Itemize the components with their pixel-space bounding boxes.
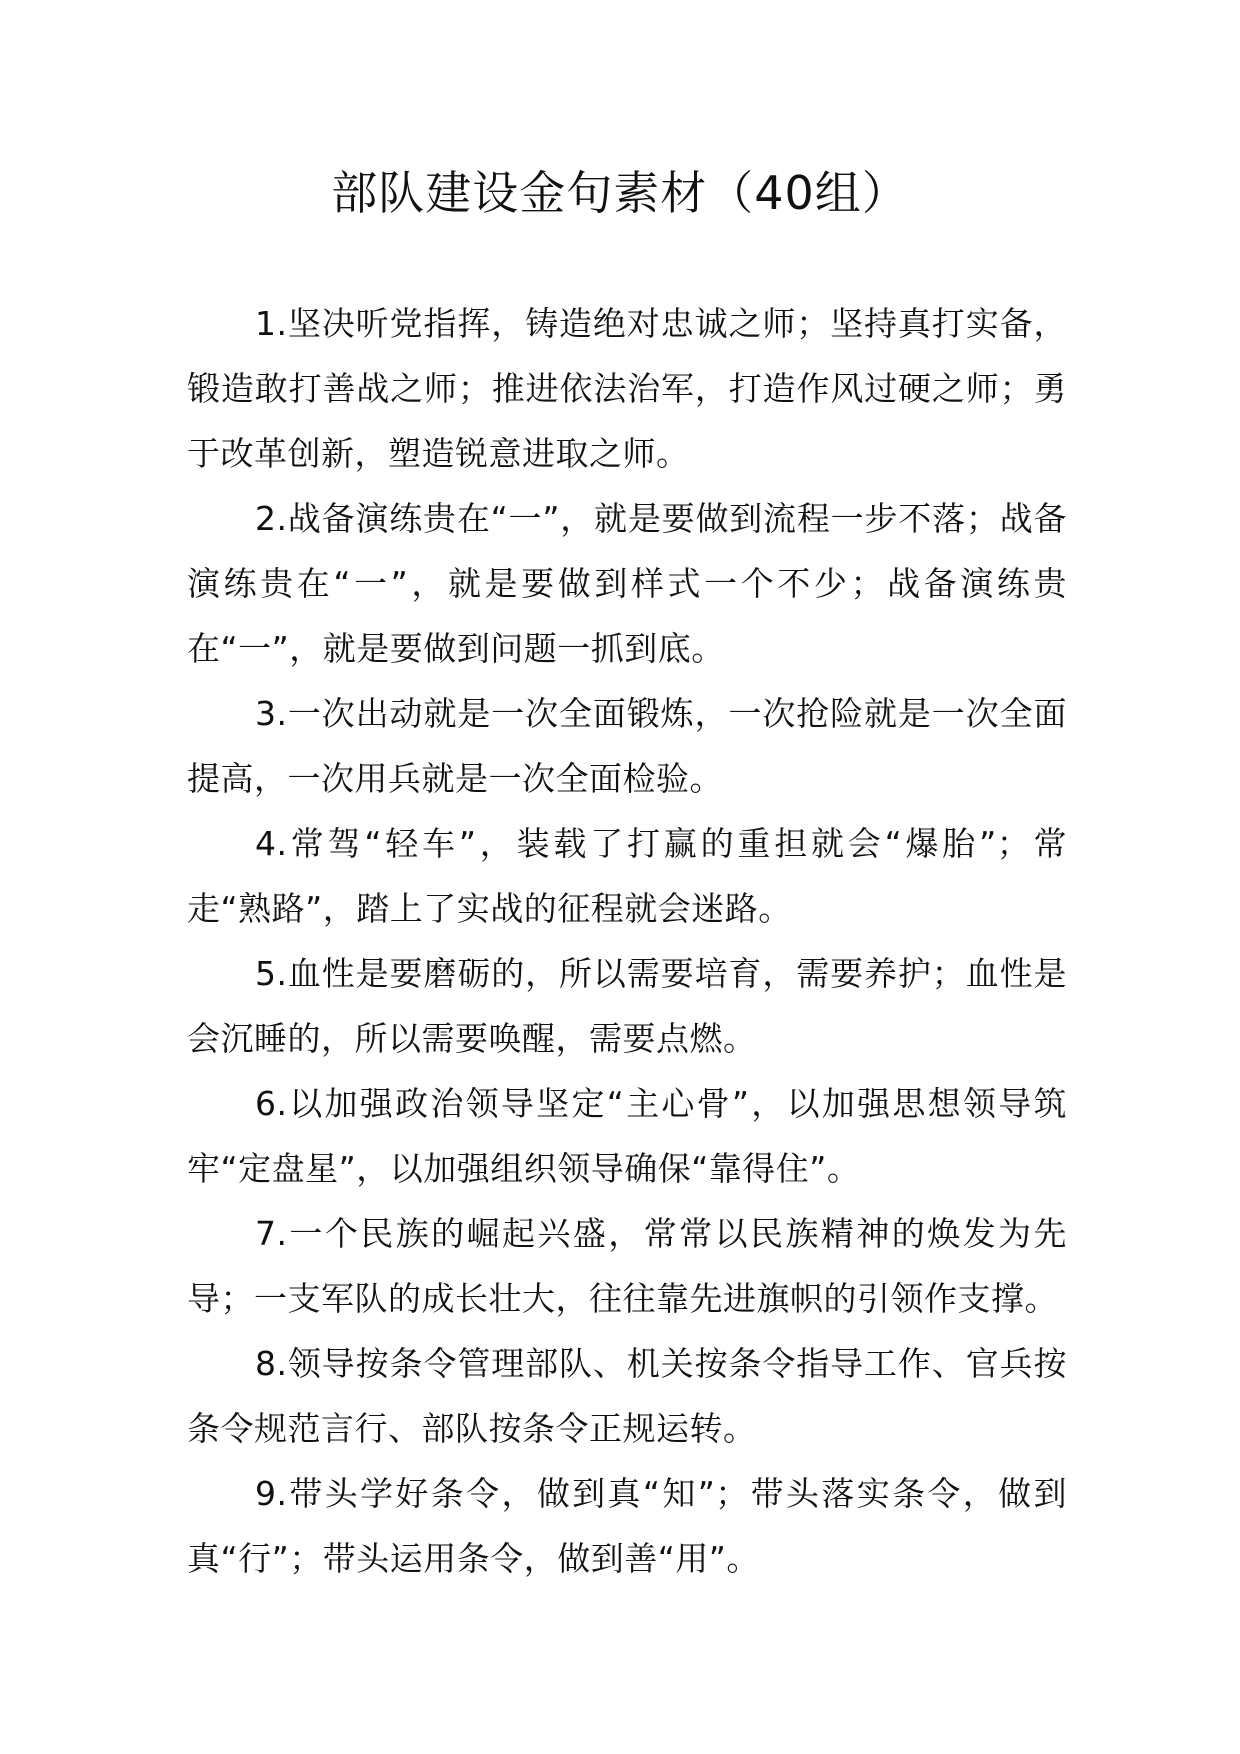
list-item: 4.常驾“轻车”，装载了打赢的重担就会“爆胎”；常走“熟路”，踏上了实战的征程就会迷路。: [187, 824, 1067, 928]
list-item: 2.战备演练贵在“一”，就是要做到流程一步不落；战备演练贵在“一”，就是要做到样式一个不少；战备演练贵在“一”，就是要做到问题一抓到底。: [187, 499, 1067, 668]
list-item: 8.领导按条令管理部队、机关按条令指导工作、官兵按条令规范言行、部队按条令正规运转。: [187, 1344, 1067, 1448]
list-item: 9.带头学好条令，做到真“知”；带头落实条令，做到真“行”；带头运用条令，做到善“用”。: [187, 1474, 1067, 1578]
document-body: [187, 291, 1067, 1591]
list-item: 7.一个民族的崛起兴盛，常常以民族精神的焕发为先导；一支军队的成长壮大，往往靠先进旗帜的引领作支撑。: [187, 1214, 1067, 1318]
list-item: 1.坚决听党指挥，铸造绝对忠诚之师；坚持真打实备，锻造敢打善战之师；推进依法治军，打造作风过硬之师；勇于改革创新，塑造锐意进取之师。: [187, 304, 1067, 473]
list-item: 5.血性是要磨砺的，所以需要培育，需要养护；血性是会沉睡的，所以需要唤醒，需要点燃。: [187, 954, 1067, 1058]
list-item: 6.以加强政治领导坚定“主心骨”，以加强思想领导筑牢“定盘星”，以加强组织领导确保“靠得住”。: [187, 1084, 1067, 1188]
document-title: 部队建设金句素材（40组）: [331, 166, 909, 220]
list-item: 3.一次出动就是一次全面锻炼，一次抢险就是一次全面提高，一次用兵就是一次全面检验。: [187, 694, 1067, 798]
